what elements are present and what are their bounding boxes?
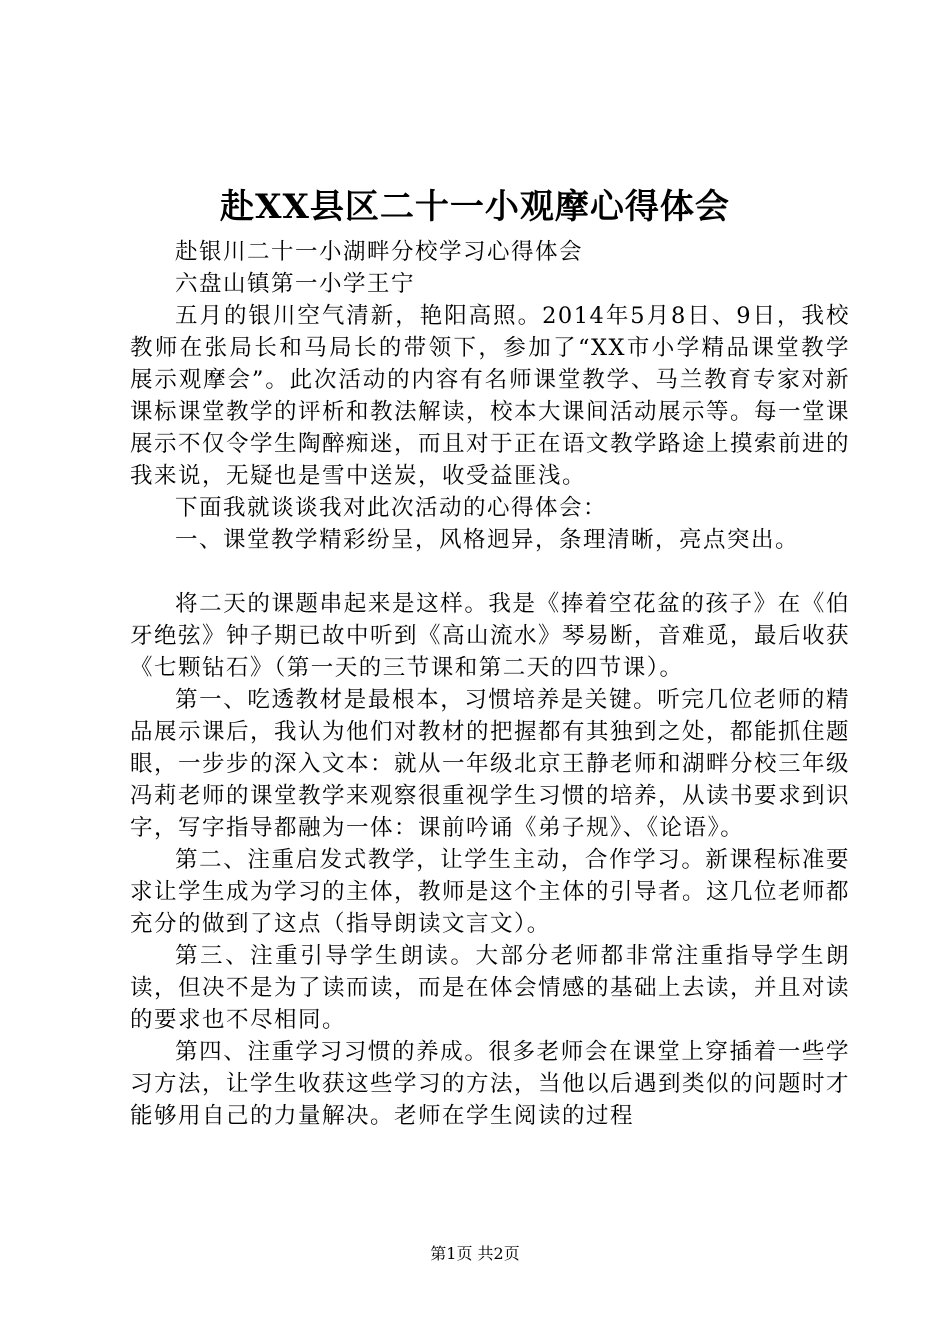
paragraph: 赴银川二十一小湖畔分校学习心得体会 <box>175 239 584 265</box>
paragraph: 第四、注重学习习惯的养成。很多老师会在课堂上穿插着一些学习方法，让学生收获这些学习的方法，当他以后遇到类似的问题时才能够用自己的力量解决。老师在学生阅读的过程 <box>130 1039 851 1129</box>
page-footer: 第1页 共2页 <box>430 1244 520 1263</box>
paragraph: 一、课堂教学精彩纷呈，风格迥异，条理清晰，亮点突出。 <box>175 527 800 553</box>
document-body <box>130 236 850 1132</box>
paragraph: 五月的银川空气清新，艳阳高照。2014年5月8日、9日，我校教师在张局长和马局长的带领下，参加了“XX市小学精品课堂教学展示观摩会”。此次活动的内容有名师课堂教学、马兰教育专家对新课标课堂教学的评析和教法解读，校本大课间活动展示等。每一堂课展示不仅令学生陶醉痴迷，而且对于正在语文教学路途上摸索前进的我来说，无疑也是雪中送炭，收受益匪浅。 <box>130 303 851 489</box>
paragraph: 将二天的课题串起来是这样。我是《捧着空花盆的孩子》在《伯牙绝弦》钟子期已故中听到《高山流水》琴易断，音难觅，最后收获《七颗钻石》（第一天的三节课和第二天的四节课）。 <box>130 591 851 681</box>
paragraph: 第二、注重启发式教学，让学生主动，合作学习。新课程标准要求让学生成为学习的主体，教师是这个主体的引导者。这几位老师都充分的做到了这点（指导朗读文言文）。 <box>130 847 851 937</box>
paragraph: 第一、吃透教材是最根本，习惯培养是关键。听完几位老师的精品展示课后，我认为他们对教材的把握都有其独到之处，都能抓住题眼，一步步的深入文本：就从一年级北京王静老师和湖畔分校三年级冯莉老师的课堂教学来观察很重视学生习惯的培养，从读书要求到识字，写字指导都融为一体：课前吟诵《弟子规》、《论语》。 <box>130 687 851 841</box>
paragraph: 六盘山镇第一小学王宁 <box>175 271 416 297</box>
paragraph: 下面我就谈谈我对此次活动的心得体会： <box>175 495 608 521</box>
document-title: 赴XX县区二十一小观摩心得体会 <box>220 187 730 227</box>
paragraph: 第三、注重引导学生朗读。大部分老师都非常注重指导学生朗读，但决不是为了读而读，而是在体会情感的基础上去读，并且对读的要求也不尽相同。 <box>130 943 851 1033</box>
